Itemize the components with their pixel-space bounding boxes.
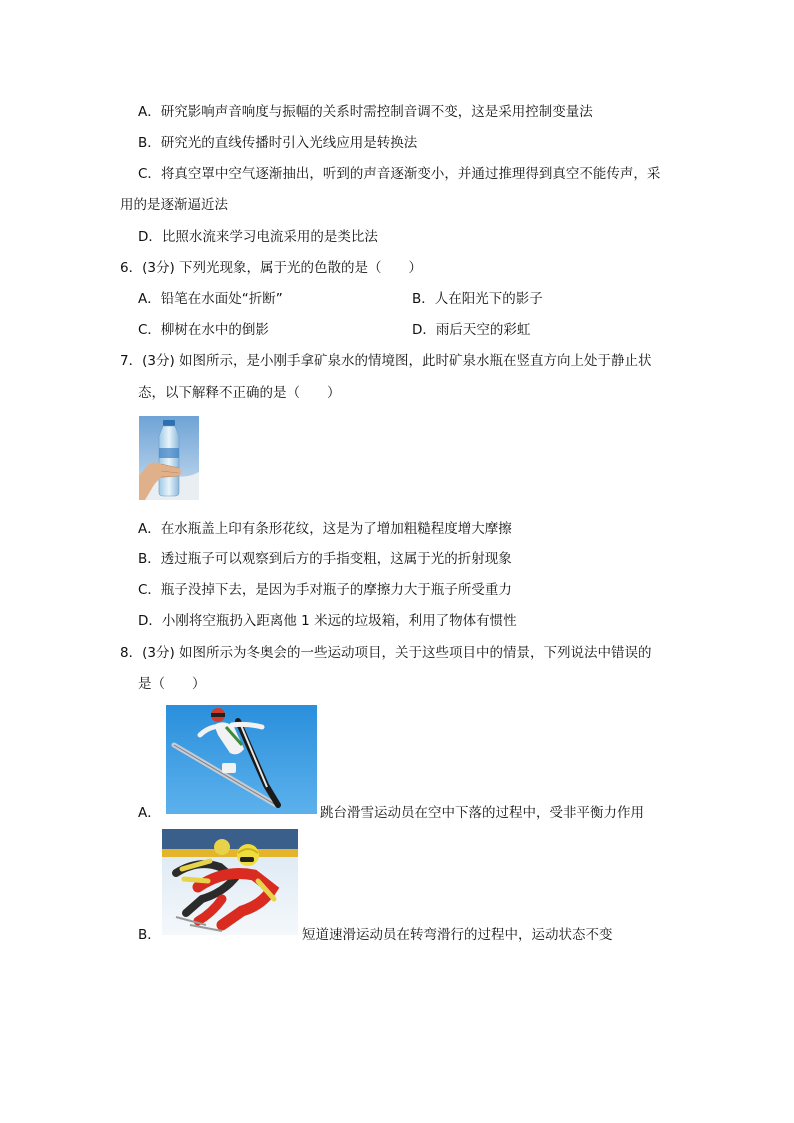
q7-option-d: D．小刚将空瓶扔入距离他 1 米远的垃圾箱，利用了物体有惯性 bbox=[138, 613, 517, 629]
q6-option-b: B．人在阳光下的影子 bbox=[412, 291, 543, 307]
short-track-speed-skating-image bbox=[162, 829, 298, 935]
q8-stem-line2: 是（ ） bbox=[138, 676, 206, 692]
q8-stem-line1: 8．(3分) 如图所示为冬奥会的一些运动项目，关于这些项目中的情景，下列说法中错误的 bbox=[120, 645, 652, 661]
q7-stem-line1: 7．(3分) 如图所示，是小刚手拿矿泉水的情境图，此时矿泉水瓶在竖直方向上处于静止状 bbox=[120, 353, 652, 369]
q8-option-a-text: 跳台滑雪运动员在空中下落的过程中，受非平衡力作用 bbox=[320, 805, 644, 821]
water-bottle-in-hand-image bbox=[139, 416, 199, 500]
q7-stem-line2: 态，以下解释不正确的是（ ） bbox=[138, 385, 341, 401]
q5-option-c-continued: 用的是逐渐逼近法 bbox=[120, 197, 228, 213]
q8-option-b-letter: B． bbox=[138, 927, 161, 943]
q5-option-c: C．将真空罩中空气逐渐抽出，听到的声音逐渐变小，并通过推理得到真空不能传声，采 bbox=[138, 166, 661, 182]
q5-option-b: B．研究光的直线传播时引入光线应用是转换法 bbox=[138, 135, 418, 151]
q8-option-a-letter: A． bbox=[138, 805, 161, 821]
q5-option-a: A．研究影响声音响度与振幅的关系时需控制音调不变，这是采用控制变量法 bbox=[138, 104, 593, 120]
q6-option-d: D．雨后天空的彩虹 bbox=[412, 322, 531, 338]
q7-option-b: B．透过瓶子可以观察到后方的手指变粗，这属于光的折射现象 bbox=[138, 551, 512, 567]
ski-jumping-image bbox=[166, 705, 317, 814]
q7-option-a: A．在水瓶盖上印有条形花纹，这是为了增加粗糙程度增大摩擦 bbox=[138, 521, 512, 537]
q5-option-d: D．比照水流来学习电流采用的是类比法 bbox=[138, 229, 378, 245]
q6-option-c: C．柳树在水中的倒影 bbox=[138, 322, 269, 338]
q6-stem: 6．(3分) 下列光现象，属于光的色散的是（ ） bbox=[120, 260, 423, 276]
q7-option-c: C．瓶子没掉下去，是因为手对瓶子的摩擦力大于瓶子所受重力 bbox=[138, 582, 512, 598]
q6-option-a: A．铅笔在水面处“折断” bbox=[138, 291, 283, 307]
q8-option-b-text: 短道速滑运动员在转弯滑行的过程中，运动状态不变 bbox=[302, 927, 613, 943]
